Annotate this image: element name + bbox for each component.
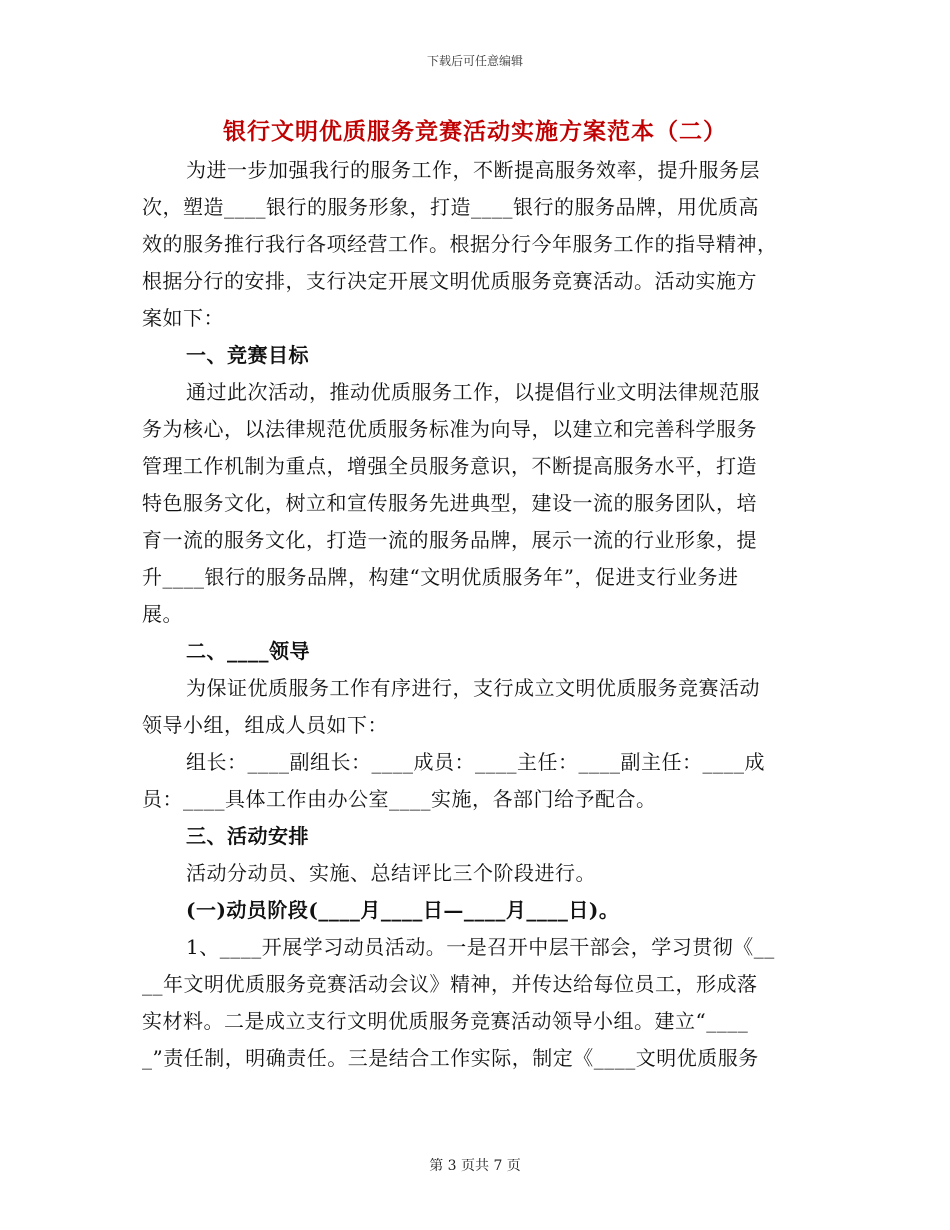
body-line: 组长：____副组长：____成员：____主任：____副主任：____成: [186, 750, 765, 774]
body-line: 实材料。二是成立支行文明优质服务竞赛活动领导小组。建立“____: [142, 1009, 749, 1033]
header-note: 下载后可任意编辑: [426, 54, 523, 68]
section-heading: 三、活动安排: [186, 824, 309, 848]
page-footer: 第 3 页共 7 页: [429, 1158, 521, 1174]
body-line: 务为核心，以法律规范优质服务标准为向导，以建立和完善科学服务: [142, 417, 757, 441]
body-line: 案如下：: [142, 306, 224, 330]
body-line: _”责任制，明确责任。三是结合工作实际，制定《____文明优质服务: [142, 1046, 759, 1070]
section-heading: 一、竞赛目标: [186, 343, 309, 367]
body-line: 次，塑造____银行的服务形象，打造____银行的服务品牌，用优质高: [142, 195, 759, 219]
body-line: 为保证优质服务工作有序进行，支行成立文明优质服务竞赛活动: [186, 676, 760, 700]
body-line: 根据分行的安排，支行决定开展文明优质服务竞赛活动。活动实施方: [142, 269, 757, 293]
section-heading: (一)动员阶段(____月____日—____月____日)。: [186, 898, 620, 922]
section-heading: 二、____领导: [186, 639, 310, 663]
document-body: [142, 152, 810, 1077]
body-line: 特色服务文化，树立和宣传服务先进典型，建设一流的服务团队，培: [142, 491, 757, 515]
body-line: 为进一步加强我行的服务工作，不断提高服务效率，提升服务层: [186, 158, 760, 182]
body-line: 员：____具体工作由办公室____实施，各部门给予配合。: [142, 787, 657, 811]
body-line: 活动分动员、实施、总结评比三个阶段进行。: [186, 861, 596, 885]
body-line: 通过此次活动，推动优质服务工作，以提倡行业文明法律规范服: [186, 380, 760, 404]
body-line: __年文明优质服务竞赛活动会议》精神，并传达给每位员工，形成落: [142, 972, 758, 996]
body-line: 1、____开展学习动员活动。一是召开中层干部会，学习贯彻《__: [186, 935, 775, 959]
body-line: 管理工作机制为重点，增强全员服务意识，不断提高服务水平，打造: [142, 454, 757, 478]
body-line: 展。: [142, 602, 183, 626]
body-line: 效的服务推行我行各项经营工作。根据分行今年服务工作的指导精神，: [142, 232, 778, 256]
body-line: 升____银行的服务品牌，构建“文明优质服务年”，促进支行业务进: [142, 565, 739, 589]
body-line: 育一流的服务文化，打造一流的服务品牌，展示一流的行业形象，提: [142, 528, 757, 552]
document-title: 银行文明优质服务竞赛活动实施方案范本（二）: [223, 118, 727, 145]
body-line: 领导小组，组成人员如下：: [142, 713, 388, 737]
